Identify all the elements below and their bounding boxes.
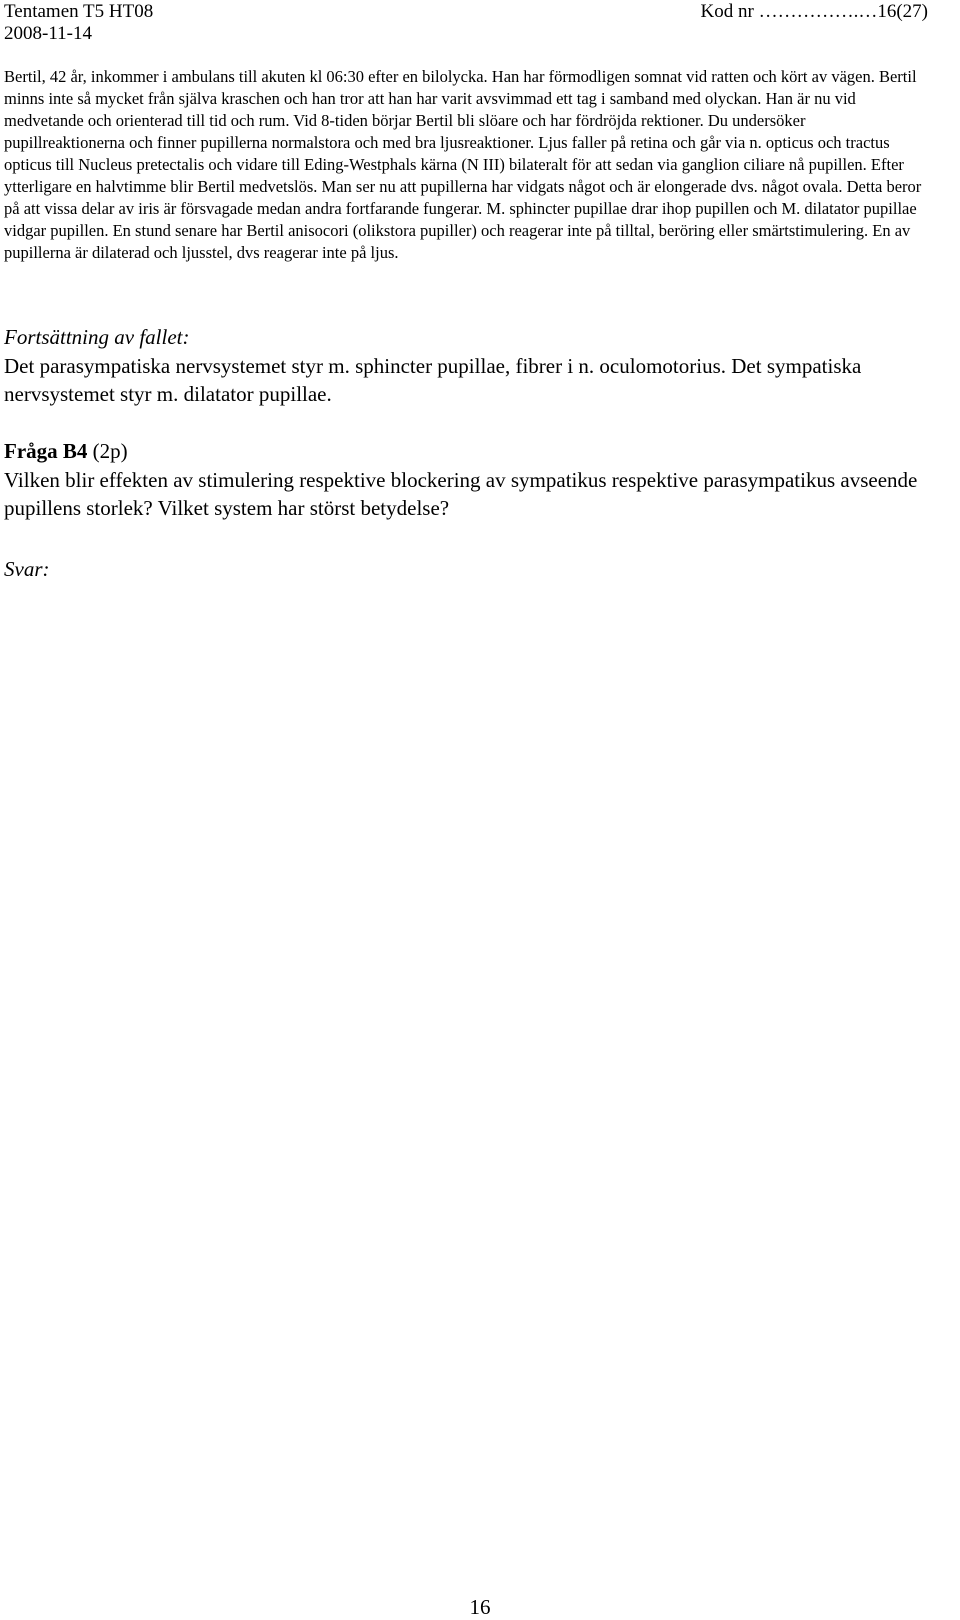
- exam-title: Tentamen T5 HT08: [4, 1, 154, 22]
- question-heading: [4, 437, 128, 465]
- code-number-field: Kod nr …………….…16(27): [700, 1, 928, 22]
- answer-label: Svar:: [4, 557, 50, 581]
- exam-date: 2008-11-14: [4, 23, 92, 44]
- continuation-heading: Fortsättning av fallet:: [4, 325, 190, 349]
- case-paragraph: Bertil, 42 år, inkommer i ambulans till akuten kl 06:30 efter en bilolycka. Han har förmodligen somnat vid ratten och kört av vägen. Bertil minns inte så mycket från själva kraschen och han tror att han har varit avsvimmad ett tag i samband med olyckan. Han är nu vid medvetande och orienterad till tid och rum. Vid 8-tiden börjar Bertil bli slöare och har fördröjda rektioner. Du undersöker pupillreaktionerna och finner pupillerna normalstora och med bra ljusreaktioner. Ljus faller på retina och går via n. opticus och tractus opticus till Nucleus pretectalis och vidare till Eding-Westphals kärna (N III) bilateralt för att sedan via ganglion ciliare nå pupillen. Efter ytterligare en halvtimme blir Bertil medvetslös. Man ser nu att pupillerna har vidgats något och är elongerade dvs. något ovala. Detta beror på att vissa delar av iris är försvagade medan andra fortfarande fungerar. M. sphincter pupillae drar ihop pupillen och M. dilatator pupillae vidgar pupillen. En stund senare har Bertil anisocori (olikstora pupiller) och reagerar inte på tilltal, beröring eller smärtstimulering. En av pupillerna är dilaterad och ljusstel, dvs reagerar inte på ljus.: [4, 67, 922, 262]
- question-label: Fråga B4: [4, 439, 88, 463]
- question-points: (2p): [87, 439, 128, 463]
- page-number: 16: [469, 1595, 491, 1619]
- question-text: Vilken blir effekten av stimulering respektive blockering av sympatikus respektive parasympatikus avseende pupillens storlek? Vilket system har störst betydelse?: [4, 468, 918, 520]
- case-description: [4, 66, 930, 264]
- continuation-text: Det parasympatiska nervsystemet styr m. sphincter pupillae, fibrer i n. oculomotorius. Det sympatiska nervsystemet styr m. dilatator pupillae.: [4, 354, 862, 406]
